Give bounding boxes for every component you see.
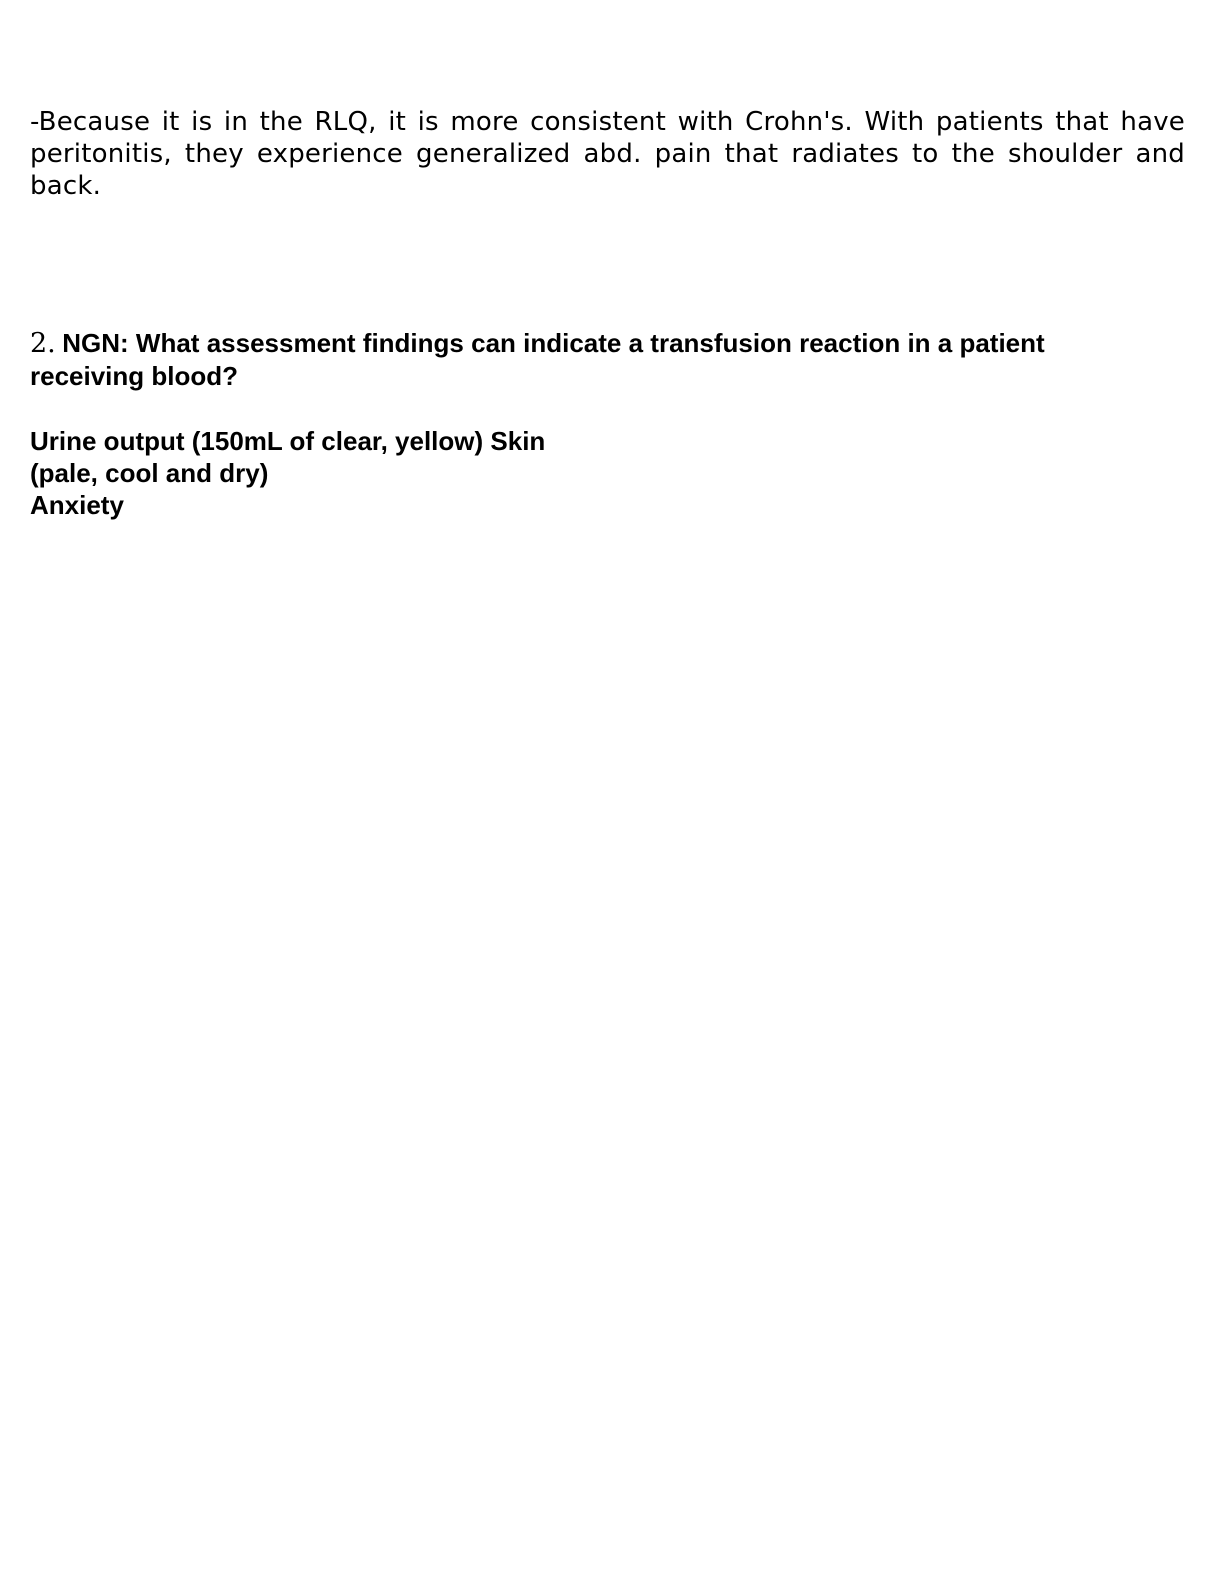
question-number: 2. [30, 328, 56, 359]
answer-line: Urine output (150mL of clear, yellow) Skin [30, 426, 546, 456]
question-2-answer [30, 425, 630, 521]
answer-paragraph: -Because it is in the RLQ, it is more consistent with Crohn's. With patients that have peritonitis, they experience generalized abd. pain that radiates to the shoulder and back. [30, 107, 1185, 201]
question-2 [30, 327, 1150, 393]
question-text: NGN: What assessment findings can indicate a transfusion reaction in a patient receiving blood? [30, 328, 1045, 391]
answer-line: (pale, cool and dry) [30, 458, 269, 488]
answer-line: Anxiety [30, 490, 124, 520]
